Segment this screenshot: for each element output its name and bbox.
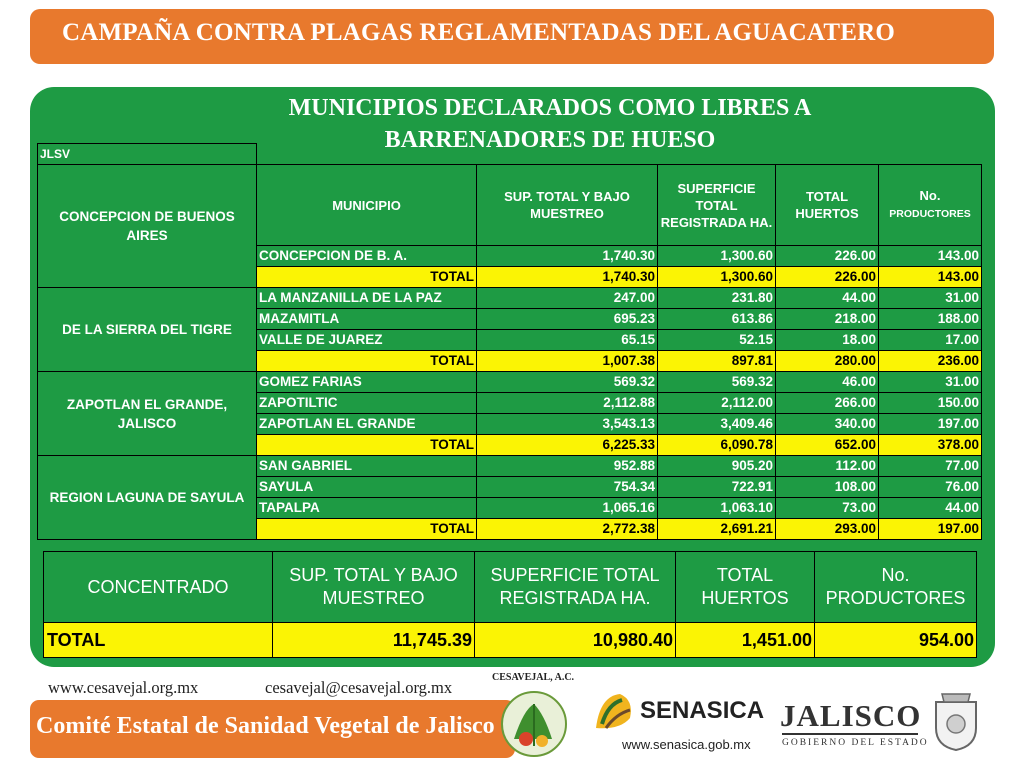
- total-huertos: 226.00: [776, 267, 879, 288]
- total-huertos: 293.00: [776, 519, 879, 540]
- empty-cell: [257, 144, 982, 165]
- jalisco-sub: GOBIERNO DEL ESTADO: [782, 738, 929, 748]
- summary-total-huertos: 1,451.00: [676, 623, 815, 658]
- total-reg: 1,300.60: [658, 267, 776, 288]
- jalisco-label: JALISCO: [780, 698, 922, 733]
- senasica-url[interactable]: www.senasica.gob.mx: [622, 737, 751, 752]
- municipio-cell: GOMEZ FARIAS: [257, 372, 477, 393]
- total-reg: 6,090.78: [658, 435, 776, 456]
- reg-cell: 905.20: [658, 456, 776, 477]
- table-row: [38, 372, 982, 393]
- summary-header-concentrado: CONCENTRADO: [44, 552, 273, 623]
- huertos-cell: 112.00: [776, 456, 879, 477]
- table-row: [38, 288, 982, 309]
- total-label: TOTAL: [257, 351, 477, 372]
- total-sup: 2,772.38: [477, 519, 658, 540]
- sup-cell: 65.15: [477, 330, 658, 351]
- total-productores: 197.00: [879, 519, 982, 540]
- region-cell: DE LA SIERRA DEL TIGRE: [38, 288, 257, 372]
- municipio-cell: CONCEPCION DE B. A.: [257, 246, 477, 267]
- reg-cell: 1,300.60: [658, 246, 776, 267]
- summary-header-productores: No. PRODUCTORES: [815, 552, 977, 623]
- municipios-table: [37, 143, 982, 540]
- panel-title-line2: BARRENADORES DE HUESO: [384, 127, 716, 153]
- region-cell: REGION LAGUNA DE SAYULA: [38, 456, 257, 540]
- committee-name: Comité Estatal de Sanidad Vegetal de Jalisco: [36, 713, 495, 739]
- panel-title-line1: MUNICIPIOS DECLARADOS COMO LIBRES A: [288, 95, 812, 121]
- total-sup: 6,225.33: [477, 435, 658, 456]
- reg-cell: 231.80: [658, 288, 776, 309]
- page-title: CAMPAÑA CONTRA PLAGAS REGLAMENTADAS DEL AGUACATERO: [62, 19, 895, 46]
- municipio-cell: VALLE DE JUAREZ: [257, 330, 477, 351]
- huertos-cell: 226.00: [776, 246, 879, 267]
- sup-cell: 1,065.16: [477, 498, 658, 519]
- reg-cell: 722.91: [658, 477, 776, 498]
- municipio-cell: TAPALPA: [257, 498, 477, 519]
- total-reg: 897.81: [658, 351, 776, 372]
- total-productores: 236.00: [879, 351, 982, 372]
- productores-cell: 76.00: [879, 477, 982, 498]
- summary-header-superficie: SUPERFICIE TOTAL REGISTRADA HA.: [475, 552, 676, 623]
- reg-cell: 3,409.46: [658, 414, 776, 435]
- header-sup-total: SUP. TOTAL Y BAJO MUESTREO: [477, 165, 658, 246]
- municipio-cell: SAN GABRIEL: [257, 456, 477, 477]
- municipio-cell: SAYULA: [257, 477, 477, 498]
- header-productores-no: No.: [919, 188, 941, 203]
- productores-cell: 77.00: [879, 456, 982, 477]
- header-productores: [879, 165, 982, 246]
- reg-cell: 52.15: [658, 330, 776, 351]
- summary-header-huertos: TOTAL HUERTOS: [676, 552, 815, 623]
- region-cell: ZAPOTLAN EL GRANDE, JALISCO: [38, 372, 257, 456]
- footer-bar: [30, 700, 515, 758]
- reg-cell: 569.32: [658, 372, 776, 393]
- sup-cell: 247.00: [477, 288, 658, 309]
- total-productores: 378.00: [879, 435, 982, 456]
- huertos-cell: 108.00: [776, 477, 879, 498]
- total-label: TOTAL: [257, 519, 477, 540]
- total-label: TOTAL: [257, 435, 477, 456]
- productores-cell: 143.00: [879, 246, 982, 267]
- sup-cell: 952.88: [477, 456, 658, 477]
- municipio-cell: ZAPOTLAN EL GRANDE: [257, 414, 477, 435]
- reg-cell: 1,063.10: [658, 498, 776, 519]
- productores-cell: 31.00: [879, 288, 982, 309]
- cesavejal-logo-icon: [494, 684, 574, 764]
- municipio-cell: LA MANZANILLA DE LA PAZ: [257, 288, 477, 309]
- jalisco-shield-icon: [928, 688, 984, 754]
- total-sup: 1,740.30: [477, 267, 658, 288]
- sup-cell: 1,740.30: [477, 246, 658, 267]
- summary-table: [43, 551, 977, 658]
- summary-total-productores: 954.00: [815, 623, 977, 658]
- summary-total-sup: 11,745.39: [273, 623, 475, 658]
- header-superficie: SUPERFICIE TOTAL REGISTRADA HA.: [658, 165, 776, 246]
- cesavejal-logo-label: CESAVEJAL, A.C.: [492, 672, 575, 683]
- summary-total-reg: 10,980.40: [475, 623, 676, 658]
- productores-cell: 197.00: [879, 414, 982, 435]
- summary-header-sup-total: SUP. TOTAL Y BAJO MUESTREO: [273, 552, 475, 623]
- table-header-row: [38, 165, 982, 246]
- huertos-cell: 218.00: [776, 309, 879, 330]
- sup-cell: 569.32: [477, 372, 658, 393]
- productores-cell: 44.00: [879, 498, 982, 519]
- productores-cell: 31.00: [879, 372, 982, 393]
- total-label: TOTAL: [257, 267, 477, 288]
- municipio-cell: MAZAMITLA: [257, 309, 477, 330]
- reg-cell: 613.86: [658, 309, 776, 330]
- huertos-cell: 44.00: [776, 288, 879, 309]
- table-row: [38, 456, 982, 477]
- region-cell: CONCEPCION DE BUENOS AIRES: [38, 165, 257, 288]
- sup-cell: 2,112.88: [477, 393, 658, 414]
- senasica-label: SENASICA: [640, 697, 765, 724]
- summary-total-label: TOTAL: [44, 623, 273, 658]
- header-huertos: TOTAL HUERTOS: [776, 165, 879, 246]
- jalisco-divider: [782, 733, 918, 735]
- senasica-logo-icon: [590, 688, 638, 736]
- title-banner: [30, 9, 994, 64]
- header-municipio: MUNICIPIO: [257, 165, 477, 246]
- productores-cell: 188.00: [879, 309, 982, 330]
- header-productores-label: PRODUCTORES: [889, 208, 971, 220]
- huertos-cell: 46.00: [776, 372, 879, 393]
- total-huertos: 280.00: [776, 351, 879, 372]
- total-productores: 143.00: [879, 267, 982, 288]
- total-reg: 2,691.21: [658, 519, 776, 540]
- productores-cell: 17.00: [879, 330, 982, 351]
- sup-cell: 695.23: [477, 309, 658, 330]
- huertos-cell: 73.00: [776, 498, 879, 519]
- sup-cell: 3,543.13: [477, 414, 658, 435]
- total-sup: 1,007.38: [477, 351, 658, 372]
- municipio-cell: ZAPOTILTIC: [257, 393, 477, 414]
- reg-cell: 2,112.00: [658, 393, 776, 414]
- jlsv-label: JLSV: [38, 144, 257, 165]
- total-huertos: 652.00: [776, 435, 879, 456]
- email-link[interactable]: cesavejal@cesavejal.org.mx: [265, 678, 453, 697]
- website-link[interactable]: www.cesavejal.org.mx: [48, 678, 199, 697]
- huertos-cell: 18.00: [776, 330, 879, 351]
- huertos-cell: 340.00: [776, 414, 879, 435]
- huertos-cell: 266.00: [776, 393, 879, 414]
- productores-cell: 150.00: [879, 393, 982, 414]
- sup-cell: 754.34: [477, 477, 658, 498]
